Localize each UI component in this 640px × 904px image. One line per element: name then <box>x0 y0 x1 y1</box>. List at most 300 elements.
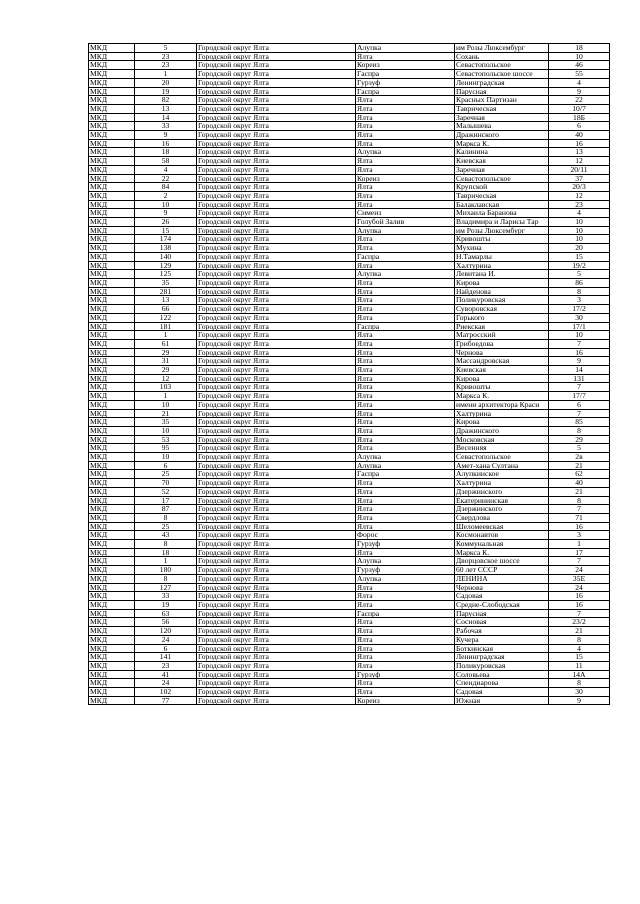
table-row <box>89 209 610 218</box>
street-cell: Севастопольское <box>455 453 549 462</box>
locality-cell: Ялта <box>356 200 455 209</box>
house-cell: 12 <box>549 191 610 200</box>
table-row <box>89 61 610 70</box>
type-cell: МКД <box>89 635 135 644</box>
house-cell: 8 <box>549 287 610 296</box>
number-cell: 1 <box>135 70 197 79</box>
type-cell: МКД <box>89 104 135 113</box>
type-cell: МКД <box>89 696 135 705</box>
district-cell: Городской округ Ялта <box>197 87 356 96</box>
number-cell: 24 <box>135 635 197 644</box>
type-cell: МКД <box>89 583 135 592</box>
street-cell: Горького <box>455 313 549 322</box>
district-cell: Городской округ Ялта <box>197 305 356 314</box>
locality-cell: Гурзуф <box>356 566 455 575</box>
number-cell: 26 <box>135 218 197 227</box>
table-row <box>89 531 610 540</box>
type-cell: МКД <box>89 174 135 183</box>
street-cell: Екатерининская <box>455 496 549 505</box>
house-cell: 6 <box>549 122 610 131</box>
house-cell: 85 <box>549 418 610 427</box>
number-cell: 84 <box>135 183 197 192</box>
district-cell: Городской округ Ялта <box>197 104 356 113</box>
table-row <box>89 183 610 192</box>
number-cell: 180 <box>135 566 197 575</box>
house-cell: 35Е <box>549 574 610 583</box>
street-cell: Поликуровская <box>455 296 549 305</box>
locality-cell: Алупка <box>356 461 455 470</box>
table-row <box>89 78 610 87</box>
table-row <box>89 627 610 636</box>
type-cell: МКД <box>89 226 135 235</box>
house-cell: 14 <box>549 366 610 375</box>
table-row <box>89 70 610 79</box>
table-row <box>89 331 610 340</box>
type-cell: МКД <box>89 278 135 287</box>
number-cell: 8 <box>135 513 197 522</box>
table-row <box>89 383 610 392</box>
district-cell: Городской округ Ялта <box>197 331 356 340</box>
locality-cell: Ялта <box>356 513 455 522</box>
table-row <box>89 200 610 209</box>
table-row <box>89 235 610 244</box>
table-row <box>89 165 610 174</box>
type-cell: МКД <box>89 609 135 618</box>
house-cell: 9 <box>549 357 610 366</box>
table-row <box>89 322 610 331</box>
table-row <box>89 566 610 575</box>
number-cell: 19 <box>135 87 197 96</box>
locality-cell: Ялта <box>356 653 455 662</box>
house-cell: 20 <box>549 244 610 253</box>
district-cell: Городской округ Ялта <box>197 383 356 392</box>
type-cell: МКД <box>89 453 135 462</box>
number-cell: 1 <box>135 557 197 566</box>
house-cell: 1 <box>549 540 610 549</box>
type-cell: МКД <box>89 70 135 79</box>
street-cell: Дворцовское шоссе <box>455 557 549 566</box>
district-cell: Городской округ Ялта <box>197 540 356 549</box>
house-cell: 2в <box>549 453 610 462</box>
locality-cell: Ялта <box>356 122 455 131</box>
locality-cell: Ялта <box>356 426 455 435</box>
locality-cell: Ялта <box>356 52 455 61</box>
street-cell: Киевская <box>455 157 549 166</box>
number-cell: 8 <box>135 540 197 549</box>
locality-cell: Гаспра <box>356 609 455 618</box>
street-cell: Ленинградская <box>455 653 549 662</box>
house-cell: 62 <box>549 470 610 479</box>
number-cell: 23 <box>135 52 197 61</box>
locality-cell: Ялта <box>356 409 455 418</box>
locality-cell: Алупка <box>356 148 455 157</box>
table-row <box>89 505 610 514</box>
type-cell: МКД <box>89 148 135 157</box>
street-cell: Чернова <box>455 348 549 357</box>
table-row <box>89 661 610 670</box>
table-row <box>89 131 610 140</box>
street-cell: Маркса К. <box>455 139 549 148</box>
street-cell: Поликуровская <box>455 661 549 670</box>
house-cell: 21 <box>549 627 610 636</box>
locality-cell: Ялта <box>356 644 455 653</box>
number-cell: 18 <box>135 148 197 157</box>
street-cell: Малышева <box>455 122 549 131</box>
house-cell: 9 <box>549 696 610 705</box>
table-row <box>89 313 610 322</box>
type-cell: МКД <box>89 409 135 418</box>
type-cell: МКД <box>89 235 135 244</box>
table-row <box>89 548 610 557</box>
table-row <box>89 278 610 287</box>
house-cell: 7 <box>549 383 610 392</box>
table-row <box>89 609 610 618</box>
house-cell: 17/2 <box>549 305 610 314</box>
number-cell: 70 <box>135 479 197 488</box>
type-cell: МКД <box>89 592 135 601</box>
type-cell: МКД <box>89 426 135 435</box>
table-row <box>89 513 610 522</box>
number-cell: 63 <box>135 609 197 618</box>
district-cell: Городской округ Ялта <box>197 688 356 697</box>
table-row <box>89 261 610 270</box>
table-row <box>89 592 610 601</box>
table-row <box>89 366 610 375</box>
locality-cell: Ялта <box>356 548 455 557</box>
district-cell: Городской округ Ялта <box>197 583 356 592</box>
house-cell: 40 <box>549 131 610 140</box>
house-cell: 18Б <box>549 113 610 122</box>
number-cell: 10 <box>135 426 197 435</box>
street-cell: ЛЕНИНА <box>455 574 549 583</box>
street-cell: Таврическая <box>455 191 549 200</box>
district-cell: Городской округ Ялта <box>197 653 356 662</box>
number-cell: 33 <box>135 122 197 131</box>
type-cell: МКД <box>89 670 135 679</box>
district-cell: Городской округ Ялта <box>197 139 356 148</box>
locality-cell: Алупка <box>356 44 455 53</box>
locality-cell: Ялта <box>356 418 455 427</box>
house-cell: 17/7 <box>549 392 610 401</box>
number-cell: 125 <box>135 270 197 279</box>
street-cell: Калинина <box>455 148 549 157</box>
street-cell: Грибоедова <box>455 339 549 348</box>
locality-cell: Ялта <box>356 487 455 496</box>
table-row <box>89 357 610 366</box>
table-row <box>89 339 610 348</box>
district-cell: Городской округ Ялта <box>197 313 356 322</box>
table-row <box>89 44 610 53</box>
locality-cell: Ялта <box>356 383 455 392</box>
locality-cell: Ялта <box>356 157 455 166</box>
locality-cell: Ялта <box>356 305 455 314</box>
street-cell: Кирова <box>455 418 549 427</box>
table-row <box>89 148 610 157</box>
street-cell: Севастопольское <box>455 61 549 70</box>
street-cell: Чернова <box>455 583 549 592</box>
house-cell: 15 <box>549 252 610 261</box>
district-cell: Городской округ Ялта <box>197 679 356 688</box>
district-cell: Городской округ Ялта <box>197 200 356 209</box>
number-cell: 23 <box>135 661 197 670</box>
number-cell: 19 <box>135 601 197 610</box>
type-cell: МКД <box>89 548 135 557</box>
locality-cell: Гурзуф <box>356 78 455 87</box>
table-row <box>89 374 610 383</box>
street-cell: Парусная <box>455 609 549 618</box>
street-cell: Халтурина <box>455 479 549 488</box>
number-cell: 25 <box>135 470 197 479</box>
number-cell: 17 <box>135 496 197 505</box>
house-cell: 7 <box>549 505 610 514</box>
locality-cell: Ялта <box>356 357 455 366</box>
street-cell: Дражинского <box>455 131 549 140</box>
street-cell: Средне-Слободская <box>455 601 549 610</box>
table-row <box>89 104 610 113</box>
locality-cell: Ялта <box>356 183 455 192</box>
number-cell: 22 <box>135 174 197 183</box>
number-cell: 1 <box>135 392 197 401</box>
locality-cell: Ялта <box>356 505 455 514</box>
district-cell: Городской округ Ялта <box>197 366 356 375</box>
locality-cell: Ялта <box>356 348 455 357</box>
street-cell: Шеломеевская <box>455 522 549 531</box>
district-cell: Городской округ Ялта <box>197 70 356 79</box>
housing-table <box>88 43 610 705</box>
table-row <box>89 409 610 418</box>
district-cell: Городской округ Ялта <box>197 635 356 644</box>
number-cell: 103 <box>135 383 197 392</box>
district-cell: Городской округ Ялта <box>197 609 356 618</box>
type-cell: МКД <box>89 496 135 505</box>
table-row <box>89 52 610 61</box>
number-cell: 43 <box>135 531 197 540</box>
street-cell: имени архитектора Краси <box>455 400 549 409</box>
table-row <box>89 453 610 462</box>
table-row <box>89 688 610 697</box>
street-cell: им Розы Люксембург <box>455 226 549 235</box>
table-row <box>89 113 610 122</box>
type-cell: МКД <box>89 366 135 375</box>
district-cell: Городской округ Ялта <box>197 487 356 496</box>
locality-cell: Гаспра <box>356 70 455 79</box>
district-cell: Городской округ Ялта <box>197 296 356 305</box>
locality-cell: Кореиз <box>356 696 455 705</box>
street-cell: Маркса К. <box>455 392 549 401</box>
street-cell: Ленинградская <box>455 78 549 87</box>
street-cell: Крупской <box>455 183 549 192</box>
table-row <box>89 139 610 148</box>
number-cell: 281 <box>135 287 197 296</box>
street-cell: Сохань <box>455 52 549 61</box>
house-cell: 7 <box>549 339 610 348</box>
district-cell: Городской округ Ялта <box>197 601 356 610</box>
number-cell: 122 <box>135 313 197 322</box>
street-cell: Рабочая <box>455 627 549 636</box>
table-row <box>89 87 610 96</box>
district-cell: Городской округ Ялта <box>197 322 356 331</box>
house-cell: 86 <box>549 278 610 287</box>
street-cell: Дзержинского <box>455 487 549 496</box>
table-row <box>89 305 610 314</box>
street-cell: Суворовская <box>455 305 549 314</box>
district-cell: Городской округ Ялта <box>197 574 356 583</box>
type-cell: МКД <box>89 165 135 174</box>
district-cell: Городской округ Ялта <box>197 548 356 557</box>
table-row <box>89 400 610 409</box>
number-cell: 13 <box>135 296 197 305</box>
district-cell: Городской округ Ялта <box>197 566 356 575</box>
locality-cell: Ялта <box>356 261 455 270</box>
district-cell: Городской округ Ялта <box>197 392 356 401</box>
street-cell: Халтурина <box>455 261 549 270</box>
number-cell: 35 <box>135 418 197 427</box>
house-cell: 10 <box>549 218 610 227</box>
street-cell: Боткинская <box>455 644 549 653</box>
locality-cell: Ялта <box>356 400 455 409</box>
district-cell: Городской округ Ялта <box>197 592 356 601</box>
house-cell: 6 <box>549 400 610 409</box>
type-cell: МКД <box>89 78 135 87</box>
locality-cell: Ялта <box>356 313 455 322</box>
house-cell: 8 <box>549 496 610 505</box>
district-cell: Городской округ Ялта <box>197 348 356 357</box>
street-cell: Соловьева <box>455 670 549 679</box>
table-row <box>89 418 610 427</box>
district-cell: Городской округ Ялта <box>197 287 356 296</box>
street-cell: Риекская <box>455 322 549 331</box>
number-cell: 21 <box>135 409 197 418</box>
street-cell: им Розы Люксембург <box>455 44 549 53</box>
number-cell: 23 <box>135 61 197 70</box>
locality-cell: Ялта <box>356 374 455 383</box>
number-cell: 18 <box>135 548 197 557</box>
locality-cell: Алупка <box>356 574 455 583</box>
table-row <box>89 270 610 279</box>
type-cell: МКД <box>89 52 135 61</box>
type-cell: МКД <box>89 444 135 453</box>
house-cell: 16 <box>549 139 610 148</box>
number-cell: 9 <box>135 209 197 218</box>
street-cell: Дзержинского <box>455 505 549 514</box>
district-cell: Городской округ Ялта <box>197 113 356 122</box>
type-cell: МКД <box>89 209 135 218</box>
house-cell: 4 <box>549 78 610 87</box>
locality-cell: Ялта <box>356 661 455 670</box>
house-cell: 3 <box>549 296 610 305</box>
district-cell: Городской округ Ялта <box>197 244 356 253</box>
type-cell: МКД <box>89 339 135 348</box>
type-cell: МКД <box>89 131 135 140</box>
table-row <box>89 226 610 235</box>
street-cell: Садовая <box>455 592 549 601</box>
house-cell: 4 <box>549 644 610 653</box>
district-cell: Городской округ Ялта <box>197 96 356 105</box>
locality-cell: Кореиз <box>356 61 455 70</box>
street-cell: Левитана И. <box>455 270 549 279</box>
type-cell: МКД <box>89 270 135 279</box>
number-cell: 82 <box>135 96 197 105</box>
district-cell: Городской округ Ялта <box>197 235 356 244</box>
house-cell: 11 <box>549 661 610 670</box>
district-cell: Городской округ Ялта <box>197 479 356 488</box>
type-cell: МКД <box>89 470 135 479</box>
number-cell: 41 <box>135 670 197 679</box>
house-cell: 15 <box>549 653 610 662</box>
district-cell: Городской округ Ялта <box>197 496 356 505</box>
house-cell: 22 <box>549 96 610 105</box>
number-cell: 10 <box>135 200 197 209</box>
type-cell: МКД <box>89 313 135 322</box>
table-row <box>89 252 610 261</box>
number-cell: 174 <box>135 235 197 244</box>
house-cell: 4 <box>549 209 610 218</box>
type-cell: МКД <box>89 566 135 575</box>
locality-cell: Ялта <box>356 601 455 610</box>
locality-cell: Гаспра <box>356 252 455 261</box>
type-cell: МКД <box>89 479 135 488</box>
number-cell: 120 <box>135 627 197 636</box>
house-cell: 29 <box>549 435 610 444</box>
locality-cell: Ялта <box>356 113 455 122</box>
type-cell: МКД <box>89 644 135 653</box>
house-cell: 10 <box>549 226 610 235</box>
house-cell: 10 <box>549 331 610 340</box>
house-cell: 23 <box>549 200 610 209</box>
house-cell: 7 <box>549 609 610 618</box>
street-cell: Таврическая <box>455 104 549 113</box>
number-cell: 66 <box>135 305 197 314</box>
number-cell: 2 <box>135 191 197 200</box>
district-cell: Городской округ Ялта <box>197 453 356 462</box>
street-cell: Парусная <box>455 87 549 96</box>
table-row <box>89 557 610 566</box>
table-row <box>89 574 610 583</box>
street-cell: Кривошты <box>455 235 549 244</box>
district-cell: Городской округ Ялта <box>197 513 356 522</box>
table-row <box>89 157 610 166</box>
locality-cell: Ялта <box>356 287 455 296</box>
street-cell: Матросский <box>455 331 549 340</box>
house-cell: 21 <box>549 487 610 496</box>
street-cell: Н.Тамарлы <box>455 252 549 261</box>
type-cell: МКД <box>89 87 135 96</box>
street-cell: Красных Партизан <box>455 96 549 105</box>
street-cell: 60 лет СССР <box>455 566 549 575</box>
table-row <box>89 496 610 505</box>
locality-cell: Ялта <box>356 96 455 105</box>
type-cell: МКД <box>89 139 135 148</box>
number-cell: 102 <box>135 688 197 697</box>
house-cell: 46 <box>549 61 610 70</box>
type-cell: МКД <box>89 61 135 70</box>
locality-cell: Гурзуф <box>356 540 455 549</box>
number-cell: 12 <box>135 374 197 383</box>
locality-cell: Ялта <box>356 296 455 305</box>
table-row <box>89 696 610 705</box>
housing-table-body <box>89 44 610 705</box>
type-cell: МКД <box>89 252 135 261</box>
locality-cell: Ялта <box>356 435 455 444</box>
district-cell: Городской округ Ялта <box>197 461 356 470</box>
type-cell: МКД <box>89 244 135 253</box>
house-cell: 16 <box>549 348 610 357</box>
type-cell: МКД <box>89 505 135 514</box>
number-cell: 29 <box>135 366 197 375</box>
district-cell: Городской округ Ялта <box>197 339 356 348</box>
house-cell: 8 <box>549 679 610 688</box>
type-cell: МКД <box>89 331 135 340</box>
